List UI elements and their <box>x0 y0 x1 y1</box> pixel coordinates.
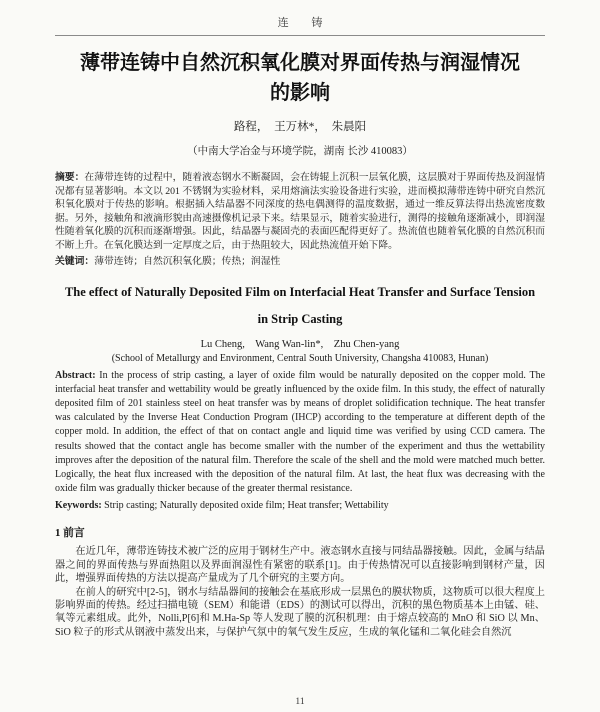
english-abstract <box>55 369 545 497</box>
chinese-abstract-text: 在薄带连铸的过程中，随着液态钢水不断凝固，会在铸辊上沉积一层氧化膜，这层膜对于界面传热及润湿情况都有显著影响。本文以 201 不锈钢为实验材料，采用熔滴法实验设备进行实验，进而模拟薄带连铸中研究自然沉积氧化膜对于传热的影响。根据插入结晶器不同深度的热电偶测得的温度数据，通过一维反算法得出热流密度数据。另外，接触角和液滴形貌由高速摄像机记录下来。结果显示，随着实验进行，测得的接触角逐渐减小，即润湿性随着氧化膜的沉积而逐渐增强。因此，结晶器与凝固壳的表面匹配得更好了。热流值也随着氧化膜的自然沉积而不断上升。在氧化膜达到一定厚度之后，由于热阻较大，因此热流值开始下降。 <box>55 172 546 251</box>
chinese-keywords <box>55 255 545 269</box>
english-affiliation: (School of Metallurgy and Environment, Central South University, Changsha 410083, Hunan) <box>111 352 489 364</box>
chinese-keywords-label: 关键词： <box>55 255 95 267</box>
header-rule <box>55 35 545 36</box>
english-title: The effect of Naturally Deposited Film on Interfacial Heat Transfer and Surface Tension in Strip Casting <box>64 284 536 326</box>
section-1-heading: 1 前言 <box>55 527 85 540</box>
body-paragraph-2: 在前人的研究中[2-5]，钢水与结晶器间的接触会在基底形成一层黑色的膜状物质，这物质可以很大程度上影响界面的传热。经过扫描电镜（SEM）和能谱（EDS）的测试可以得出，沉积的黑色物质基本上由锰、硅、氧等元素组成。此外，Nolli,P[6]和 M.Ha-Sp 等人发现了膜的沉积机理：由于熔点较高的 MnO 和 SiO 以 Mn、SiO 粒子的形式从钢液中蒸发出来，与保护气氛中的氧气发生反应，生成的氧化锰和二氧化硅会自然沉 <box>55 586 545 638</box>
english-abstract-label: Abstract: <box>55 369 96 381</box>
page-number: 11 <box>295 697 305 707</box>
journal-section-title: 连 铸 <box>277 17 333 29</box>
chinese-title: 薄带连铸中自然沉积氧化膜对界面传热与润湿情况的影响 <box>80 52 520 104</box>
english-keywords-text: Strip casting; Naturally deposited oxide film; Heat transfer; Wettability <box>104 500 389 512</box>
chinese-keywords-text: 薄带连铸；自然沉积氧化膜；传热；润湿性 <box>94 255 281 267</box>
english-keywords <box>55 498 545 513</box>
chinese-abstract-label: 摘要： <box>55 172 85 183</box>
english-keywords-label: Keywords: <box>55 500 102 512</box>
chinese-authors: 路程， 王万林*， 朱晨阳 <box>233 121 367 133</box>
chinese-affiliation: （中南大学冶金与环境学院，湖南 长沙 410083） <box>187 146 413 157</box>
english-abstract-text: In the process of strip casting, a layer of oxide film would be naturally deposited on the copper mold. The interfacial heat transfer and wettability would be greatly influenced by the oxide film. In this study, the effect of naturally deposited film of 201 stainless steel on heat transfer was by means of droplet solidification technique. The heat transfer was calculated by the Inverse Heat Conduction Program (IHCP) according to the temperature at different depth of the copper mold. In addition, the effect of that on contact angle and liquid time was verified by using CCD camera. The results showed that the contact angle has become smaller with the number of the experiment and thus the wettability improves after the deposition of the natural film. Therefore the scale of the shell and the mold were matched much better. Logically, the heat flux increased with the deposition of the natural film. At last, the heat flux was decreasing with the oxide film was gradually thicker because of the greater thermal resistance. <box>55 369 546 495</box>
body-paragraph-1: 在近几年，薄带连铸技术被广泛的应用于钢材生产中。液态钢水直接与同结晶器接触。因此，金属与结晶器之间的界面传热与界面热阻以及界面润湿性有紧密的联系[1]。由于传热情况可以直接影响到钢材产量，因此，增强界面传热的方法以提高产量成为了几个研究的主要方向。 <box>55 546 545 585</box>
english-authors: Lu Cheng, Wang Wan-lin*, Zhu Chen-yang <box>200 338 400 350</box>
chinese-abstract <box>55 171 545 253</box>
